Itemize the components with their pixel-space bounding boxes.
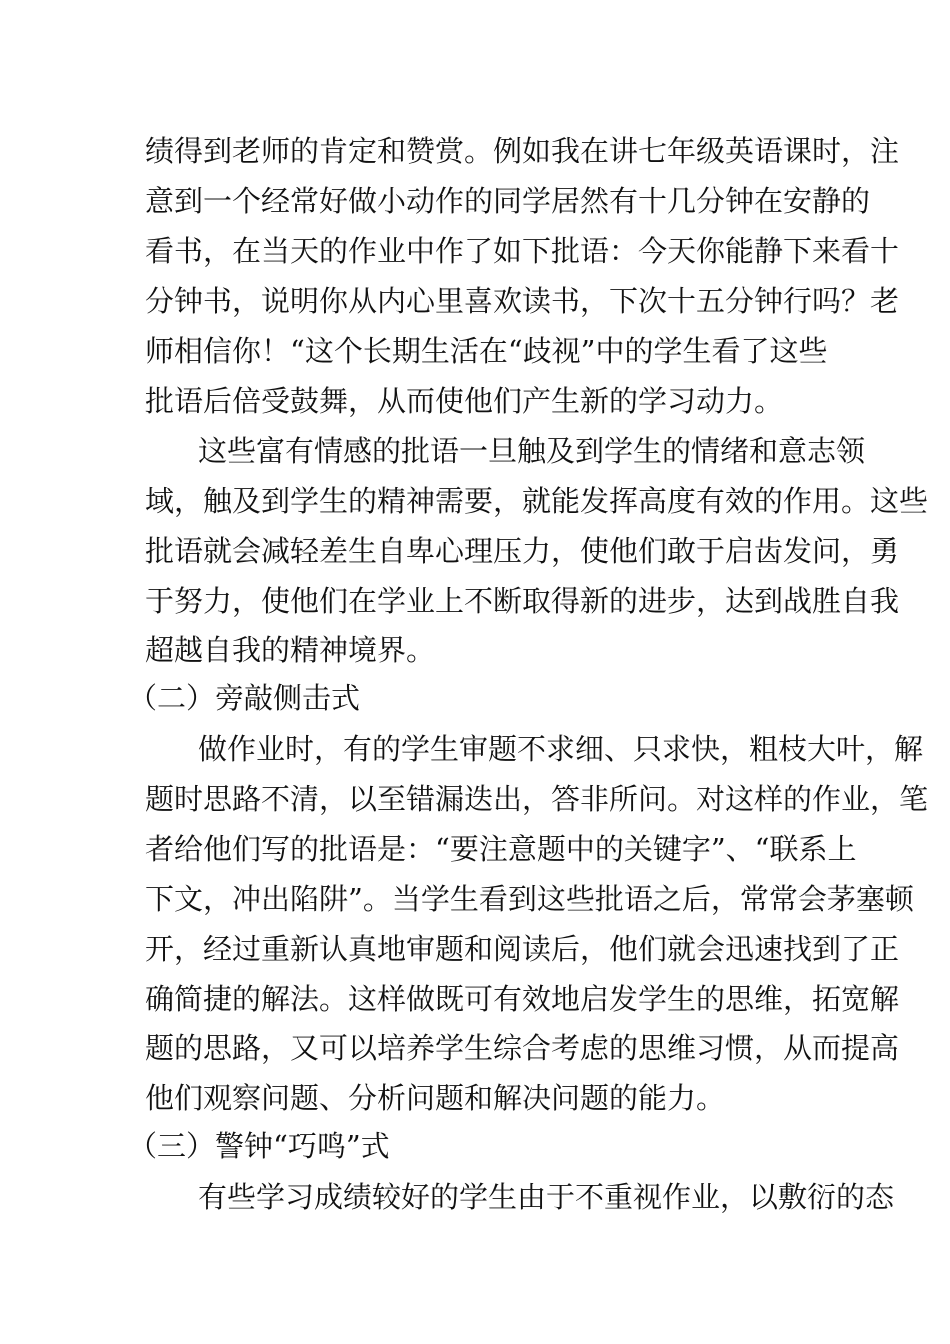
paragraph-line: 师相信你！“这个长期生活在“歧视”中的学生看了这些: [145, 334, 828, 368]
paragraph-line: 者给他们写的批语是：“要注意题中的关键字”、“联系上: [145, 832, 857, 866]
paragraph-line: 题时思路不清，以至错漏迭出，答非所问。对这样的作业，笔: [145, 782, 929, 816]
paragraph-line: 于努力，使他们在学业上不断取得新的进步，达到战胜自我: [145, 584, 900, 618]
paragraph-line: 下文，冲出陷阱”。当学生看到这些批语之后，常常会茅塞顿: [145, 882, 914, 916]
paragraph-line: 题的思路，又可以培养学生综合考虑的思维习惯，从而提高: [145, 1031, 900, 1065]
paragraph-line: 批语就会减轻差生自卑心理压力，使他们敢于启齿发问，勇: [145, 534, 900, 568]
paragraph-line: 域，触及到学生的精神需要，就能发挥高度有效的作用。这些: [145, 484, 929, 518]
paragraph-line: 批语后倍受鼓舞，从而使他们产生新的学习动力。: [145, 384, 784, 418]
paragraph-line: 超越自我的精神境界。: [145, 633, 436, 667]
paragraph-line: 确简捷的解法。这样做既可有效地启发学生的思维，拓宽解: [145, 982, 900, 1016]
paragraph-line: 这些富有情感的批语一旦触及到学生的情绪和意志领: [198, 434, 866, 468]
section-heading: （二）旁敲侧击式: [128, 681, 361, 715]
paragraph-line: 开，经过重新认真地审题和阅读后，他们就会迅速找到了正: [145, 932, 900, 966]
paragraph-line: 有些学习成绩较好的学生由于不重视作业，以敷衍的态: [198, 1180, 895, 1214]
section-heading: （三）警钟“巧鸣”式: [128, 1129, 390, 1163]
paragraph-line: 意到一个经常好做小动作的同学居然有十几分钟在安静的: [145, 184, 871, 218]
paragraph-line: 他们观察问题、分析问题和解决问题的能力。: [145, 1081, 726, 1115]
paragraph-line: 看书，在当天的作业中作了如下批语：今天你能静下来看十: [145, 234, 900, 268]
paragraph-line: 分钟书，说明你从内心里喜欢读书，下次十五分钟行吗？老: [145, 284, 900, 318]
paragraph-line: 做作业时，有的学生审题不求细、只求快，粗枝大叶，解: [198, 732, 924, 766]
paragraph-line: 绩得到老师的肯定和赞赏。例如我在讲七年级英语课时，注: [145, 134, 900, 168]
